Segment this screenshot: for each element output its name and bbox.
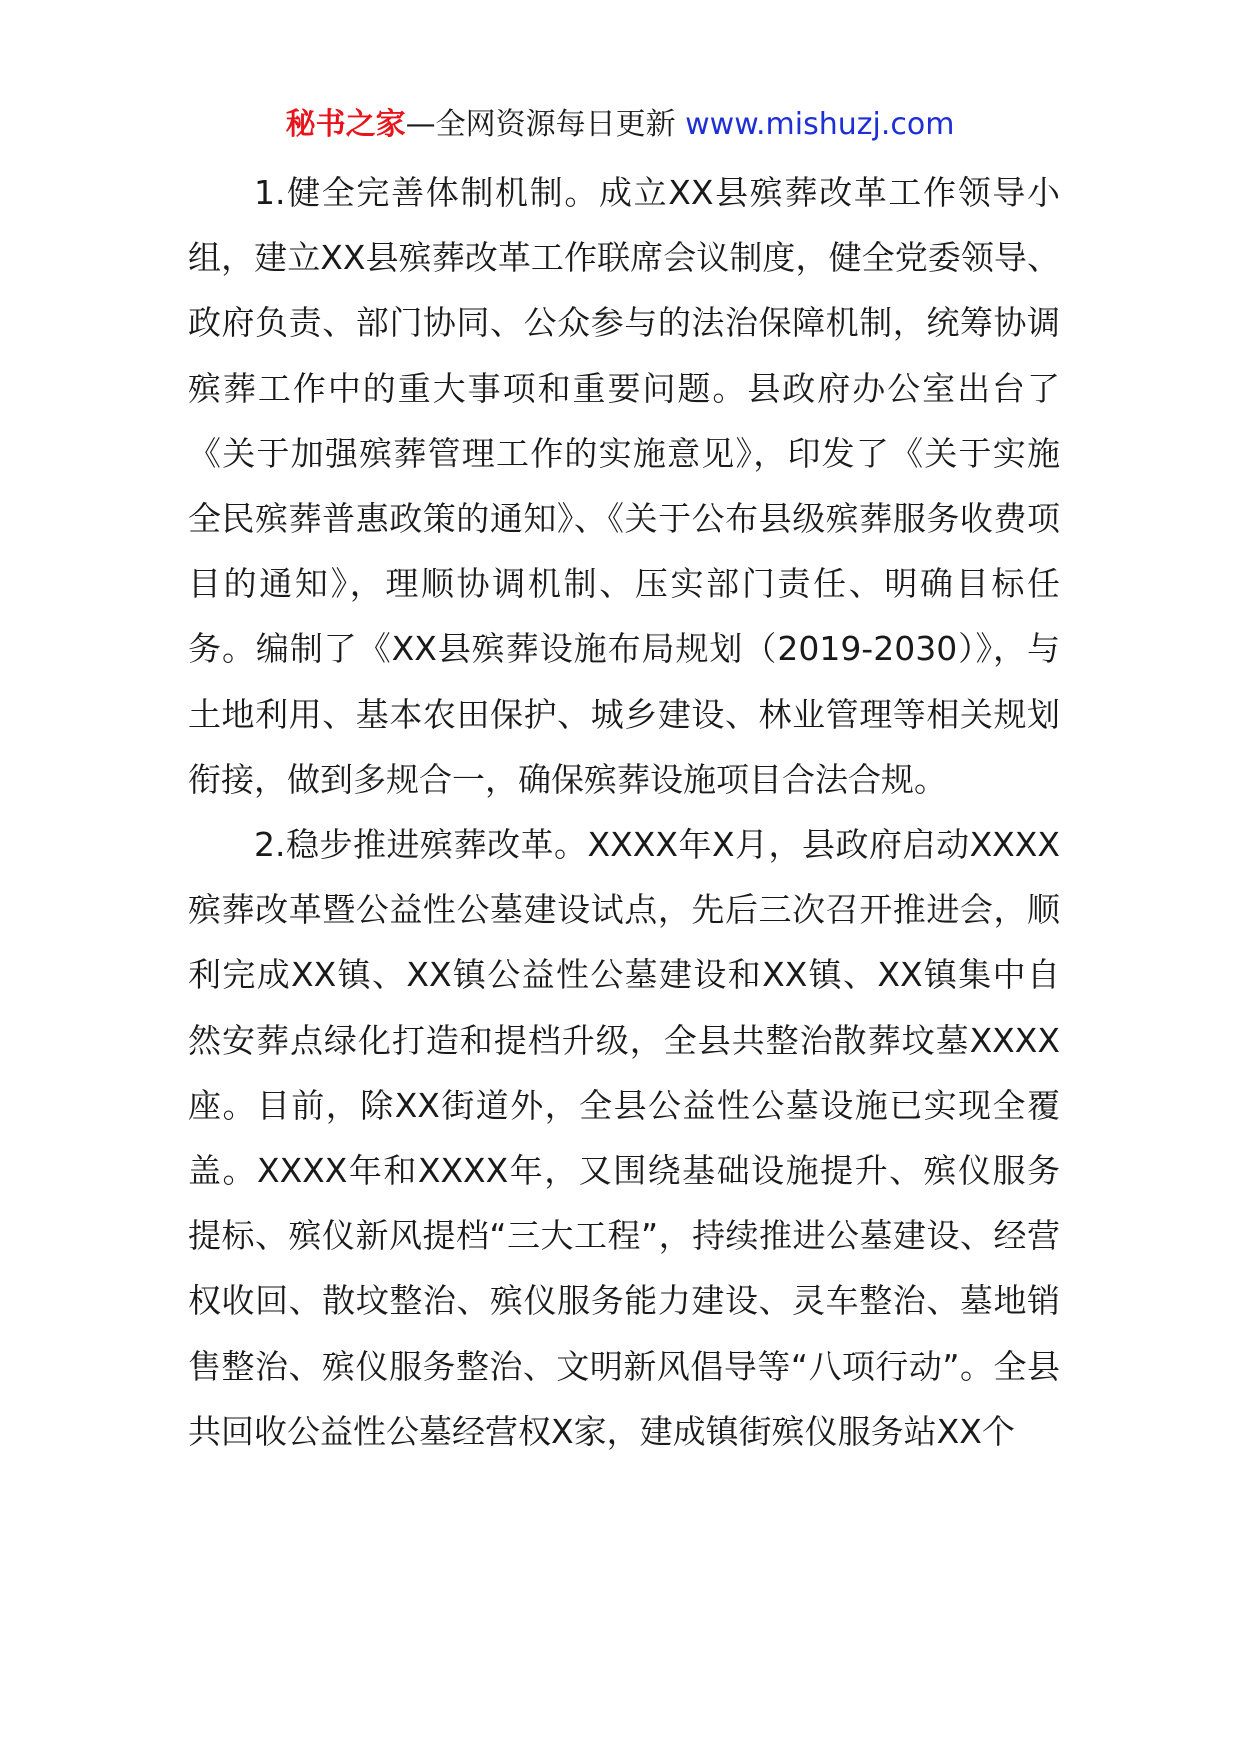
document-body [188,160,1060,1464]
page-header [0,100,1240,150]
paragraph-1: 1.健全完善体制机制。成立XX县殡葬改革工作领导小组，建立XX县殡葬改革工作联席会议制度，健全党委领导、政府负责、部门协同、公众参与的法治保障机制，统筹协调殡葬工作中的重大事项和重要问题。县政府办公室出台了《关于加强殡葬管理工作的实施意见》，印发了《关于实施全民殡葬普惠政策的通知》、《关于公布县级殡葬服务收费项目的通知》，理顺协调机制、压实部门责任、明确目标任务。编制了《XX县殡葬设施布局规划（2019-2030）》，与土地利用、基本农田保护、城乡建设、林业管理等相关规划衔接，做到多规合一，确保殡葬设施项目合法合规。 [188,173,1060,799]
header-slogan: —全网资源每日更新 [405,107,676,142]
brand-name: 秘书之家 [285,107,406,142]
paragraph-2: 2.稳步推进殡葬改革。XXXX年X月，县政府启动XXXX殡葬改革暨公益性公墓建设试点，先后三次召开推进会，顺利完成XX镇、XX镇公益性公墓建设和XX镇、XX镇集中自然安葬点绿化打造和提档升级，全县共整治散葬坟墓XXXX座。目前，除XX街道外，全县公益性公墓设施已实现全覆盖。XXXX年和XXXX年，又围绕基础设施提升、殡仪服务提标、殡仪新风提档“三大工程”，持续推进公墓建设、经营权收回、散坟整治、殡仪服务能力建设、灵车整治、墓地销售整治、殡仪服务整治、文明新风倡导等“八项行动”。全县共回收公益性公墓经营权X家，建成镇街殡仪服务站XX个 [188,825,1060,1451]
site-url-link[interactable]: www.mishuzj.com [685,107,955,142]
